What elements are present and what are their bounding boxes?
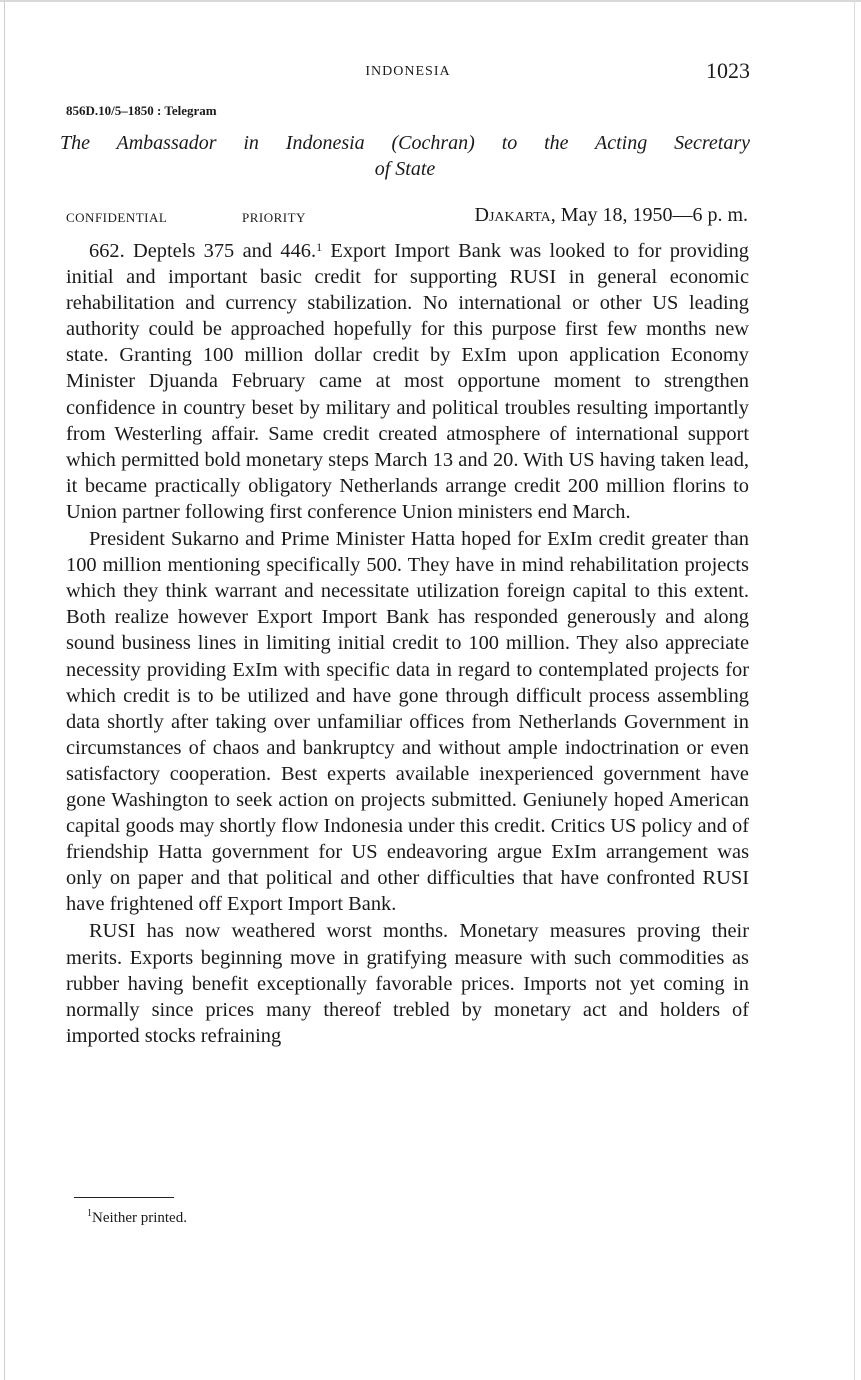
telegram-body [66,238,749,1050]
document-reference: 856D.10/5–1850 : Telegram [66,103,217,118]
document-heading [60,130,750,182]
footnote-marker: 1 [87,1208,92,1219]
footnote [87,1208,187,1227]
footnote-text: Neither printed. [92,1210,187,1226]
place-and-date [475,204,748,227]
paragraph-3: RUSI has now weathered worst months. Monetary measures proving their merits. Exports beginning move in gratifying measure with such commodities as rubber having benefit exceptionally favorable prices. Imports not yet coming in normally since prices many thereof trebled by monetary act and holders of imported stocks refraining [66,920,749,1047]
date: , May 18, 1950—6 p. m. [550,204,748,226]
paragraph-1-text: Export Import Bank was looked to for providing initial and important basic credit for supporting RUSI in general economic rehabilitation and currency stabilization. No international or other US leading authority could be approached hopefully for this purpose first few months new state. Granting 100 million dollar credit by ExIm upon application Economy Minister Djuanda February came at most opportune moment to strengthen confidence in country beset by military and political troubles resulting importantly from Westerling affair. Same credit created atmosphere of international support which permitted bold monetary steps March 13 and 20. With US having taken lead, it became practically obligatory Netherlands arrange credit 200 million florins to Union partner following first conference Union ministers end March. [66,240,749,523]
footnote-divider [74,1197,174,1198]
running-head [66,60,750,90]
page-number: 1023 [706,58,750,83]
dateline [66,204,756,238]
page-left-edge [4,0,5,1380]
page-right-edge [854,0,855,1380]
paragraph-2: President Sukarno and Prime Minister Hatta hoped for ExIm credit greater than 100 million mentioning specifically 500. They have in mind rehabilitation projects which they think warrant and necessitate utilization foreign capital to this extent. Both realize however Export Import Bank has responded generously and along sound business lines in limiting initial credit to 100 million. They also appreciate necessity providing ExIm with specific data in regard to contemplated projects for which credit is to be utilized and have gone through difficult process assembling data shortly after taking over unfamiliar offices from Netherlands Government in circumstances of chaos and bankruptcy and without ample indoctrination or even satisfactory cooperation. Best experts available inexperienced government have gone Washington to seek action on projects submitted. Geniunely hoped American capital goods may shortly flow Indonesia under this credit. Critics US policy and of friendship Hatta government for US endeavoring argue ExIm arrangement was only on paper and that political and other difficulties that have confronted RUSI have frightened off Export Import Bank. [66,528,749,916]
heading-line-2: of State [374,158,436,180]
page-top-edge [0,0,861,2]
running-title: INDONESIA [365,64,451,79]
footnote-reference: 1 [316,240,323,254]
precedence-label: PRIORITY [242,210,306,225]
classification-label: CONFIDENTIAL [66,210,168,225]
heading-line-1: The Ambassador in Indonesia (Cochran) to the Acting Secretary [60,132,750,154]
paragraph-1-opening: 662. Deptels 375 and 446. [89,240,317,262]
place: Djakarta [474,204,551,226]
paragraph-1 [66,238,749,525]
